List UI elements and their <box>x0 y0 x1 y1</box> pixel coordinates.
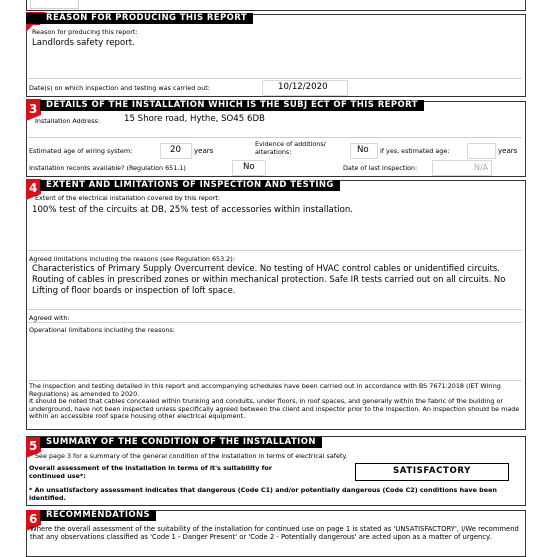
evidence-label: Evidence of additions/ alterations: <box>255 140 326 156</box>
estimated-age-unit: years <box>498 147 518 155</box>
wiring-age-unit: years <box>194 147 214 155</box>
reason-value[interactable]: Landlords safety report. <box>32 38 135 48</box>
records-value: No <box>243 162 255 172</box>
section-5-title: SUMMARY OF THE CONDITION OF THE INSTALLATION <box>40 437 322 448</box>
estimated-age-label: if yes, estimated age: <box>380 147 450 155</box>
previous-section-bottom <box>26 0 526 11</box>
see-page-text: See page 3 for a summary of the general condition of the installation in terms of electrical safety. <box>35 452 348 460</box>
inspection-note-1: The inspection and testing detailed in this report and accompanying schedules have been carried out in accordance with BS 7671:2018 (IET Wiring Regulations) as amended to 2020. <box>29 382 501 398</box>
section-4-title: EXTENT AND LIMITATIONS OF INSPECTION AND TESTING <box>40 180 340 191</box>
section-5-number: 5 <box>29 439 38 453</box>
estimated-age-field[interactable] <box>467 143 496 159</box>
unsatisfactory-footnote: * An unsatisfactory assessment indicates that dangerous (Code C1) and/or potentially dangerous (Code C2) conditions have been identified. <box>29 486 497 502</box>
overall-assessment-value: SATISFACTORY <box>392 466 471 476</box>
evidence-value: No <box>357 145 369 155</box>
recommendations-text: Where the overall assessment of the suitability of the installation for continued use on page 1 is stated as 'UNSATISFACTORY', I/We recommend that any observations classified as 'Code 1 - Danger Present' or 'Code 2 - Potentially dangerous' are acted upon as a matter of urgency. <box>30 525 519 542</box>
agreed-limitations-label: Agreed limitations including the reasons (see Regulation 653.2): <box>29 255 235 263</box>
section-3-title: DETAILS OF THE INSTALLATION WHICH IS THE SUBJ ECT OF THIS REPORT <box>40 100 424 111</box>
agreed-limitations-value[interactable]: Characteristics of Primary Supply Overcurrent device. No testing of HVAC control cables or unidentified circuits. Routing of cables in prescribed zones or within mechanical protection. Safe IR tests carried out on all circuits. No Lifting of floor boards or inspection of loft space. <box>32 263 506 295</box>
section-6-number: 6 <box>29 512 38 526</box>
records-label: Installation records available? (Regulation 651.1) <box>29 164 186 172</box>
last-inspection-value: N/A <box>474 163 489 172</box>
last-inspection-label: Date of last inspection: <box>343 164 418 172</box>
section-3-number: 3 <box>29 102 38 116</box>
dates-value: 10/12/2020 <box>278 82 328 92</box>
address-label: Installation Address: <box>35 117 101 125</box>
previous-section-cell <box>30 0 79 9</box>
address-value[interactable]: 15 Shore road, Hythe, SO45 6DB <box>124 114 265 124</box>
dates-label: Date(s) on which inspection and testing was carried out: <box>29 84 210 92</box>
reason-label: Reason for producing this report: <box>32 28 138 36</box>
extent-value[interactable]: 100% test of the circuits at DB, 25% test of accessories within installation. <box>32 205 354 215</box>
inspection-note-2: It should be noted that cables concealed within trunking and conduits, under floors, in roof spaces, and generally within the fabric of the building or underground, have not been inspected unless specifically agreed between the client and inspector prior to the inspection. An inspection should be made within an accessible roof space housing other electrical equipment. <box>29 397 520 421</box>
overall-assessment-label: Overall assessment of the installation in terms of it's suitability for continued use*: <box>29 464 272 480</box>
wiring-age-label: Estimated age of wiring system: <box>29 147 133 155</box>
section-4-number: 4 <box>29 181 38 195</box>
operational-limitations-label: Operational limitations including the reasons: <box>29 326 175 334</box>
wiring-age-value: 20 <box>170 145 181 155</box>
section-6-title: RECOMMENDATIONS <box>40 510 156 521</box>
extent-label: Extent of the electrical installation covered by this report: <box>35 194 221 202</box>
section-2-title: REASON FOR PRODUCING THIS REPORT <box>26 13 253 24</box>
agreed-with-label: Agreed with: <box>29 314 70 322</box>
